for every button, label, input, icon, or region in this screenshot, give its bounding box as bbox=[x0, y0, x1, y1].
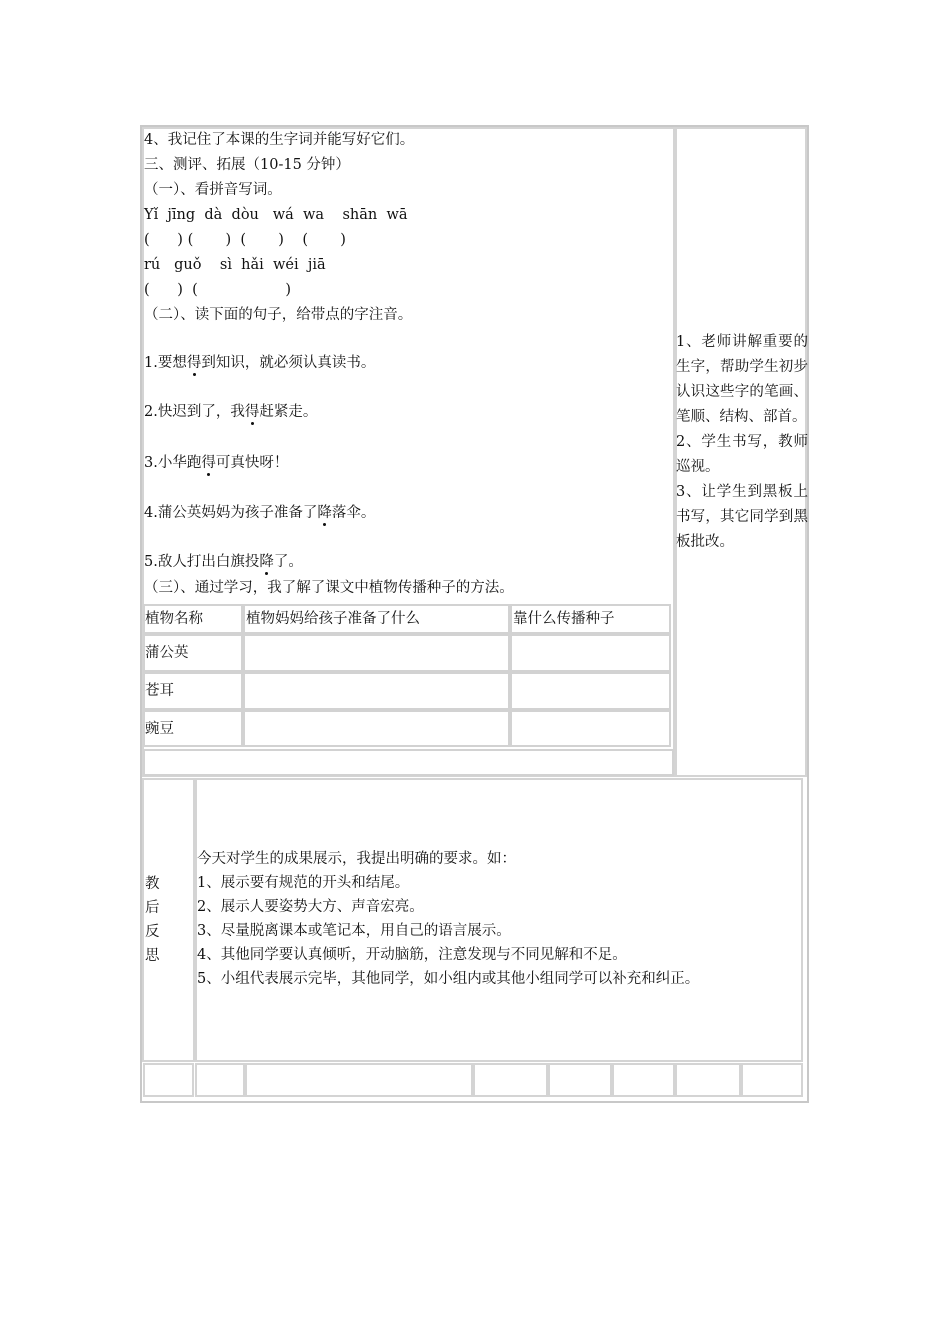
lesson-line: （二）、读下面的句子，给带点的字注音。 bbox=[144, 307, 413, 323]
answer-blanks: ( ) ( ) ( ) ( ) bbox=[144, 232, 346, 248]
reflection-line: 5、小组代表展示完毕，其他同学，如小组内或其他小组同学可以补充和纠正。 bbox=[197, 971, 700, 987]
reflection-line: 4、其他同学要认真倾听，开动脑筋，注意发现与不同见解和不足。 bbox=[197, 947, 627, 963]
table-cell bbox=[510, 672, 671, 710]
table-cell bbox=[510, 634, 671, 672]
pinyin-line: Yǐ jīng dà dòu wá wa shān wā bbox=[144, 207, 408, 223]
table-cell bbox=[510, 710, 671, 747]
pinyin-line: rú guǒ sì hǎi wéi jiā bbox=[144, 257, 326, 273]
sentence: 2.快迟到了，我得赶紧走。 bbox=[144, 404, 318, 420]
empty-cell bbox=[245, 1063, 473, 1097]
label-char: 思 bbox=[145, 948, 160, 964]
reflection-line: 1、展示要有规范的开头和结尾。 bbox=[197, 875, 410, 891]
table-cell bbox=[243, 672, 510, 710]
empty-cell bbox=[143, 1063, 194, 1097]
answer-blanks: ( ) ( ) bbox=[144, 282, 292, 298]
teacher-note: 2、学生书写，教师巡视。 bbox=[676, 434, 808, 475]
label-char: 反 bbox=[145, 924, 160, 940]
teacher-note: 3、让学生到黑板上书写，其它同学到黑板批改。 bbox=[676, 484, 808, 550]
empty-cell bbox=[473, 1063, 548, 1097]
reflection-line: 今天对学生的成果展示，我提出明确的要求。如： bbox=[197, 851, 516, 867]
empty-cell bbox=[548, 1063, 612, 1097]
lesson-line: （一）、看拼音写词。 bbox=[144, 182, 282, 198]
empty-cell bbox=[195, 1063, 245, 1097]
dotted-char: 得 bbox=[201, 455, 216, 471]
table-cell bbox=[243, 634, 510, 672]
dotted-char: 降 bbox=[259, 554, 274, 570]
sentence: 5.敌人打出白旗投降了。 bbox=[144, 554, 303, 570]
sentence: 3.小华跑得可真快呀！ bbox=[144, 455, 289, 471]
table-header: 靠什么传播种子 bbox=[513, 611, 615, 627]
lesson-line: 4、我记住了本课的生字词并能写好它们。 bbox=[144, 132, 415, 148]
label-char: 教 bbox=[145, 876, 160, 892]
sentence: 4.蒲公英妈妈为孩子准备了降落伞。 bbox=[144, 505, 376, 521]
table-header: 植物妈妈给孩子准备了什么 bbox=[246, 611, 420, 627]
plant-name: 蒲公英 bbox=[145, 645, 189, 661]
empty-cell bbox=[612, 1063, 675, 1097]
table-cell bbox=[243, 710, 510, 747]
reflection-line: 2、展示人要姿势大方、声音宏亮。 bbox=[197, 899, 424, 915]
table-spacer-row bbox=[143, 749, 674, 776]
teacher-note: 1、老师讲解重要的生字，帮助学生初步认识这些字的笔画、笔顺、结构、部首。 bbox=[676, 334, 808, 425]
reflection-line: 3、尽量脱离课本或笔记本，用自己的语言展示。 bbox=[197, 923, 511, 939]
plant-name: 苍耳 bbox=[145, 683, 174, 699]
dotted-char: 得 bbox=[244, 404, 260, 420]
dotted-char: 得 bbox=[186, 355, 202, 371]
label-char: 后 bbox=[145, 900, 160, 916]
dotted-char: 降 bbox=[317, 505, 332, 521]
teacher-notes bbox=[676, 330, 808, 555]
table-header: 植物名称 bbox=[145, 611, 203, 627]
sentence: 1.要想得到知识，就必须认真读书。 bbox=[144, 355, 376, 371]
empty-cell bbox=[675, 1063, 741, 1097]
empty-cell bbox=[741, 1063, 803, 1097]
lesson-line: 三、测评、拓展（10-15 分钟） bbox=[144, 157, 350, 173]
lesson-line: （三）、通过学习，我了解了课文中植物传播种子的方法。 bbox=[144, 580, 514, 596]
plant-name: 豌豆 bbox=[145, 721, 174, 737]
reflection-label bbox=[145, 872, 165, 968]
